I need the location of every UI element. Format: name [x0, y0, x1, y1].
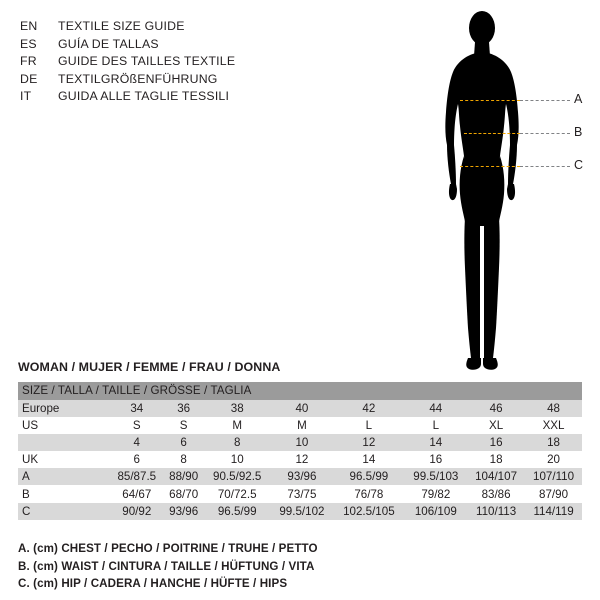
cell: 73/75	[271, 485, 333, 502]
legend-item-c: C. (cm) HIP / CADERA / HANCHE / HÜFTE / HIPS	[18, 577, 288, 590]
cell: 99.5/103	[405, 468, 467, 485]
measure-label-a: A	[574, 92, 583, 106]
cell: L	[405, 417, 467, 434]
row-label-c: C	[18, 503, 110, 520]
cell: 96.5/99	[333, 468, 404, 485]
table-header-row	[18, 382, 582, 400]
cell: 12	[333, 434, 404, 451]
cell: 8	[204, 434, 271, 451]
cell: 34	[110, 400, 164, 417]
cell: 90.5/92.5	[204, 468, 271, 485]
cell: 93/96	[271, 468, 333, 485]
cell: 12	[271, 451, 333, 468]
row-label-b: B	[18, 485, 110, 502]
cell: 79/82	[405, 485, 467, 502]
cell: 99.5/102	[271, 503, 333, 520]
language-code-es: ES	[20, 36, 37, 51]
row-label-us: US	[18, 417, 110, 434]
measure-guide-c	[520, 166, 570, 167]
cell: 102.5/105	[333, 503, 404, 520]
cell: 16	[467, 434, 525, 451]
legend-item-b: B. (cm) WAIST / CINTURA / TAILLE / HÜFTUNG / VITA	[18, 559, 315, 573]
cell: L	[333, 417, 404, 434]
cell: 14	[405, 434, 467, 451]
row-label-us-numeric	[18, 434, 110, 451]
language-text-es: GUÍA DE TALLAS	[58, 36, 159, 51]
cell: 107/110	[525, 468, 582, 485]
cell: 114/119	[525, 503, 582, 520]
cell: 18	[467, 451, 525, 468]
table-row	[18, 400, 582, 417]
cell: XL	[467, 417, 525, 434]
table-row	[18, 485, 582, 502]
cell: 46	[467, 400, 525, 417]
female-silhouette-icon	[420, 6, 590, 376]
cell: 16	[405, 451, 467, 468]
cell: 38	[204, 400, 271, 417]
cell: 106/109	[405, 503, 467, 520]
cell: 6	[164, 434, 204, 451]
table-group-title: WOMAN / MUJER / FEMME / FRAU / DONNA	[18, 360, 281, 374]
measurement-legend	[18, 540, 578, 593]
table-row	[18, 417, 582, 434]
cell: 10	[204, 451, 271, 468]
measure-line-c	[460, 166, 520, 167]
table-row	[18, 451, 582, 468]
cell: XXL	[525, 417, 582, 434]
language-row-fr	[20, 53, 320, 71]
row-label-europe: Europe	[18, 400, 110, 417]
language-code-en: EN	[20, 19, 38, 33]
row-label-uk: UK	[18, 451, 110, 468]
cell: S	[110, 417, 164, 434]
cell: 96.5/99	[204, 503, 271, 520]
language-row-es	[20, 36, 320, 54]
legend-item-a: A. (cm) CHEST / PECHO / POITRINE / TRUHE / PETTO	[18, 542, 318, 555]
language-text-fr: GUIDE DES TAILLES TEXTILE	[58, 54, 236, 68]
measure-guide-b	[520, 133, 570, 134]
language-row-it	[20, 88, 320, 106]
cell: 104/107	[467, 468, 525, 485]
cell: 83/86	[467, 485, 525, 502]
language-row-de	[20, 71, 320, 89]
cell: 48	[525, 400, 582, 417]
measure-label-c: C	[574, 158, 584, 172]
measure-line-b	[464, 133, 520, 134]
table-header-cell: SIZE / TALLA / TAILLE / GRÖSSE / TAGLIA	[18, 382, 582, 400]
cell: 64/67	[110, 485, 164, 502]
female-figure	[420, 6, 590, 376]
language-code-it: IT	[20, 89, 32, 103]
row-label-a: A	[18, 468, 110, 485]
cell: 10	[271, 434, 333, 451]
cell: 110/113	[467, 503, 525, 520]
cell: 68/70	[164, 485, 204, 502]
cell: 4	[110, 434, 164, 451]
size-table	[18, 382, 582, 520]
cell: 85/87.5	[110, 468, 164, 485]
measure-guide-a	[520, 100, 570, 101]
measure-label-b: B	[574, 125, 583, 139]
cell: S	[164, 417, 204, 434]
table-row	[18, 434, 582, 451]
cell: 36	[164, 400, 204, 417]
cell: M	[204, 417, 271, 434]
language-text-en: TEXTILE SIZE GUIDE	[58, 19, 185, 33]
language-text-de: TEXTILGRÖßENFÜHRUNG	[58, 71, 218, 86]
cell: M	[271, 417, 333, 434]
cell: 70/72.5	[204, 485, 271, 502]
cell: 8	[164, 451, 204, 468]
cell: 76/78	[333, 485, 404, 502]
language-text-it: GUIDA ALLE TAGLIE TESSILI	[58, 89, 230, 103]
cell: 42	[333, 400, 404, 417]
cell: 88/90	[164, 468, 204, 485]
table-row	[18, 503, 582, 520]
language-code-fr: FR	[20, 54, 37, 68]
cell: 44	[405, 400, 467, 417]
measure-line-a	[460, 100, 520, 101]
cell: 14	[333, 451, 404, 468]
cell: 90/92	[110, 503, 164, 520]
language-code-de: DE	[20, 71, 38, 86]
language-row-en	[20, 18, 320, 36]
cell: 6	[110, 451, 164, 468]
language-list	[20, 18, 320, 106]
cell: 40	[271, 400, 333, 417]
cell: 18	[525, 434, 582, 451]
table-row	[18, 468, 582, 485]
cell: 20	[525, 451, 582, 468]
cell: 93/96	[164, 503, 204, 520]
cell: 87/90	[525, 485, 582, 502]
